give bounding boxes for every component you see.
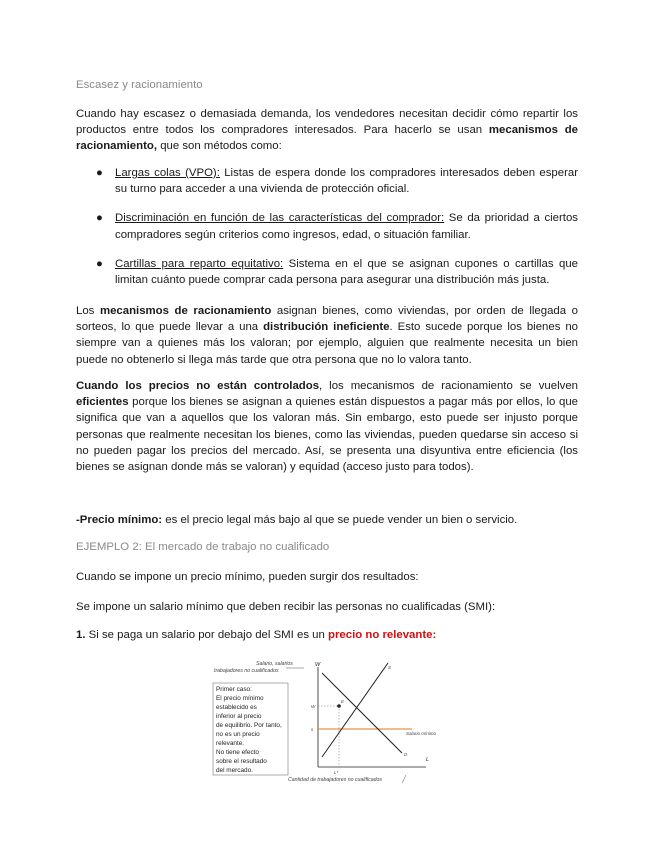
y-axis-label-line2: trabajadores no cualificados (214, 668, 279, 674)
outcomes-line: Cuando se impone un precio mínimo, pueden surgir dos resultados: (76, 571, 419, 583)
list-item: ● Discriminación en función de las características del comprador: Se da prioridad a ciertos compradores según criterios como ingresos, edad, o situación familiar. (96, 212, 579, 241)
svg-text:del mercado.: del mercado. (216, 767, 253, 774)
example-heading: EJEMPLO 2: El mercado de trabajo no cualificado (76, 541, 330, 553)
case-one-line: 1. Si se paga un salario por debajo del SMI es un precio no relevante: (76, 629, 437, 641)
demand-curve (322, 673, 402, 753)
minimum-wage-label: Salario mínimo (406, 731, 437, 736)
uncontrolled-prices-paragraph: Cuando los precios no están controlados, los mecanismos de racionamiento se vuelven eficientes porque los bienes se asignan a quienes están dispuestos a pagar más por ellos, lo que significa que van a aquellos que los valoran más. Sin embargo, esto puede ser injusto porque personas que realmente necesitan los bienes, como las viviendas, pueden quedarse sin acceso si no pueden pagar los precios del mercado. Así, se presenta una disyuntiva entre eficiencia (los bienes se asignan donde más se valoran) y equidad (acceso justo para todos). (76, 380, 578, 474)
x-label-leader (402, 775, 406, 783)
axis-l-label: L (426, 757, 430, 763)
labor-market-figure (212, 657, 444, 785)
y-axis-label-line1: Salario, salarios (256, 661, 293, 667)
svg-text:establecido es: establecido es (216, 704, 257, 711)
list-item: ● Largas colas (VPO): Listas de espera donde los compradores interesados deben esperar su turno para acceder a una vivienda de protección oficial. (96, 167, 578, 196)
smi-line: Se impone un salario mínimo que deben recibir las personas no cualificadas (SMI): (76, 601, 496, 613)
list-item: ● Cartillas para reparto equitativo: Sistema en el que se asignan cupones o cartillas que limitan cuánto puede comprar cada persona para asegurar una distribución más justa. (96, 257, 578, 287)
rationing-methods-list (76, 165, 578, 288)
labor-market-chart (212, 657, 444, 785)
equilibrium-label: E (341, 699, 345, 704)
x-axis-label: Cantidad de trabajadores no cualificados (288, 777, 383, 783)
equilibrium-point (337, 704, 341, 708)
section-heading-scarcity: Escasez y racionamiento (76, 79, 203, 91)
intro-paragraph: Cuando hay escasez o demasiada demanda, los vendedores necesitan decidir cómo repartir los productos entre todos los compradores interesados. Para hacerlo se usan mecanismos de racionamiento, que son métodos como: (76, 108, 578, 153)
axis-w-label: W (315, 662, 321, 668)
equilibrium-quantity-label: L* (334, 770, 339, 775)
minimum-wage-axis-mark: s (311, 727, 314, 732)
svg-text:relevante.: relevante. (216, 740, 245, 747)
svg-text:sobre el resultado: sobre el resultado (216, 758, 267, 765)
svg-text:de equilibrio. Por tanto,: de equilibrio. Por tanto, (216, 722, 282, 729)
equilibrium-price-label: W (311, 704, 316, 709)
minimum-price-definition: -Precio mínimo: es el precio legal más bajo al que se puede vender un bien o servicio. (76, 514, 518, 526)
demand-label: D (404, 752, 408, 757)
svg-text:inferior al precio: inferior al precio (216, 713, 262, 720)
rationing-inefficiency-paragraph: Los mecanismos de racionamiento asignan bienes, como viviendas, por orden de llegada o sorteos, lo que puede llevar a una distribución ineficiente. Esto sucede porque los bienes no siempre van a quienes más los valoran; por ejemplo, alguien que realmente necesita un bien puede no obtenerlo si llega más tarde que otra persona que no lo valora tanto. (76, 305, 578, 366)
svg-text:El precio mínimo: El precio mínimo (216, 695, 264, 702)
svg-text:Primer caso:: Primer caso: (216, 686, 252, 693)
svg-text:No tiene efecto: No tiene efecto (216, 749, 259, 756)
supply-label: S (388, 665, 392, 670)
supply-curve (322, 663, 388, 757)
svg-text:no es un precio: no es un precio (216, 731, 260, 738)
